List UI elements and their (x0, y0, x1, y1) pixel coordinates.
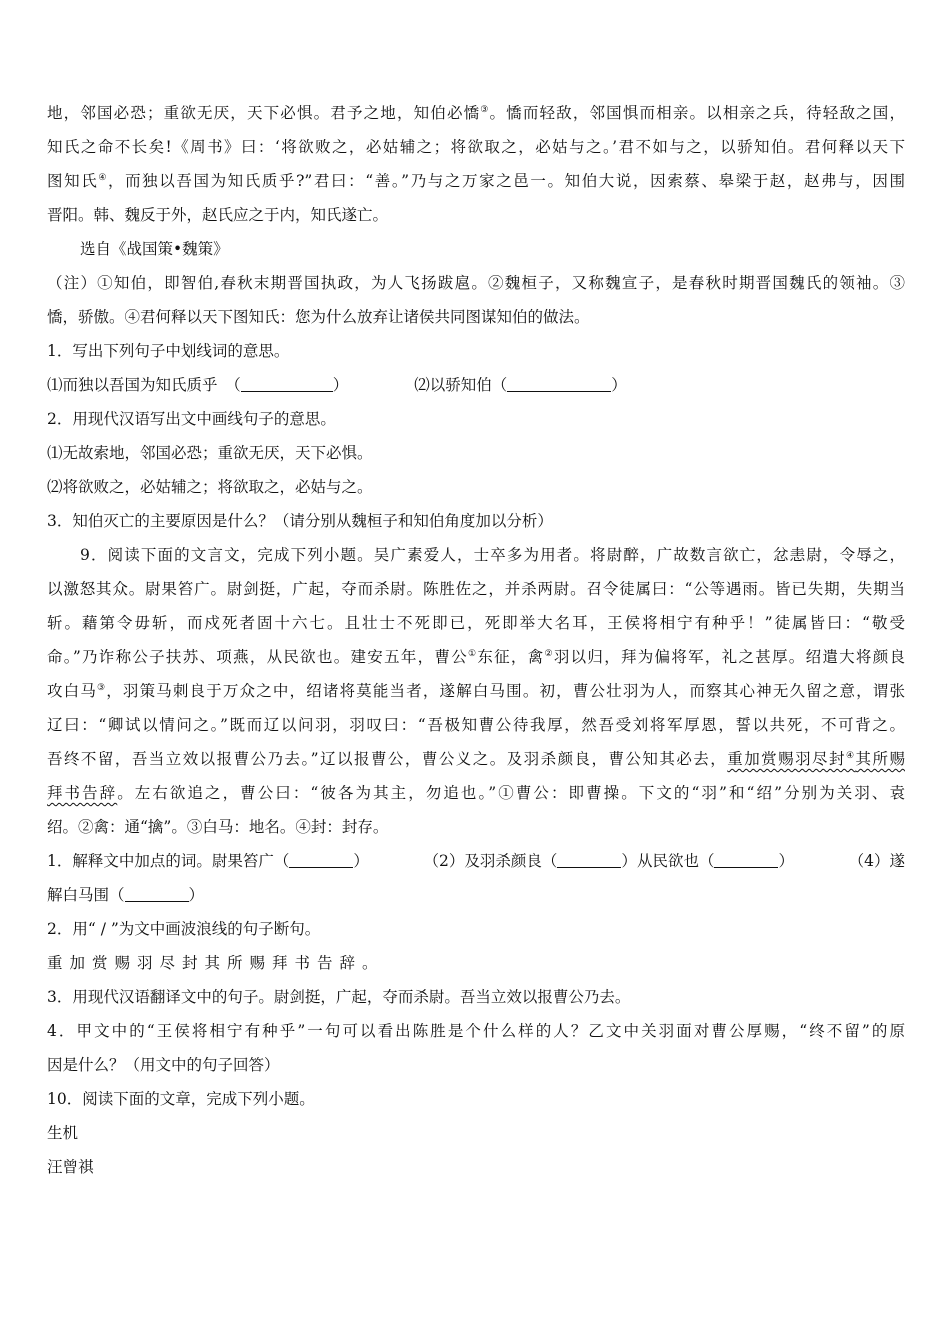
answer-blank[interactable] (557, 849, 621, 868)
passage-source: 选自《战国策•魏策》 (80, 240, 229, 258)
wavy-underlined-sentence: 拜书告辞 (47, 784, 118, 802)
notes-line-2: 憍，骄傲。④君何释以天下图知氏：您为什么放弃让诸侯共同图谋知伯的做法。 (47, 308, 590, 326)
passage-9-line-8: 拜书告辞。左右欲追之，曹公曰：“彼各为其主，勿追也。”①曹公：即曹操。下文的“羽”和“绍”分别为关羽、袁 (47, 784, 905, 802)
article-author: 汪曾祺 (47, 1158, 94, 1176)
footnote-marker: ③ (480, 104, 490, 115)
passage-9-line-5: 攻白马③，羽策马刺良于万众之中，绍诸将莫能当者，遂解白马围。初，曹公壮羽为人，而察其心神无久留之意，谓张 (47, 682, 905, 700)
question-9-2-text: 重加赏赐羽尽封其所赐拜书告辞。 (47, 954, 385, 972)
question-9-3: 3．用现代汉语翻译文中的句子。尉剑挺，广起，夺而杀尉。吾当立效以报曹公乃去。 (47, 988, 631, 1006)
question-9-4-line-1: 4．甲文中的“王侯将相宁有种乎”一句可以看出陈胜是个什么样的人？乙文中关羽面对曹公厚赐，“终不留”的原 (47, 1022, 905, 1040)
wavy-underlined-sentence: 重加赏赐羽尽封④其所赐 (727, 750, 905, 768)
question-2-item-2: ⑵将欲败之，必姑辅之；将欲取之，必姑与之。 (47, 478, 373, 496)
question-3: 3．知伯灭亡的主要原因是什么？（请分别从魏桓子和知伯角度加以分析） (47, 512, 553, 530)
passage-9-line-2: 以激怒其众。尉果笞广。尉剑挺，广起，夺而杀尉。陈胜佐之，并杀两尉。召令徒属曰：“公等遇雨。皆已失期，失期当 (47, 580, 905, 598)
article-title: 生机 (47, 1124, 79, 1142)
answer-blank[interactable] (289, 849, 353, 868)
answer-blank[interactable] (241, 373, 333, 392)
document-page (47, 96, 905, 1184)
footnote-marker: ② (544, 648, 554, 659)
question-9-1: 1．解释文中加点的词。尉果笞广（ ） （2）及羽杀颜良（ ）从民欲也（ ） （4）遂 (47, 844, 905, 878)
question-2-item-1: ⑴无故索地，邻国必恐；重欲无厌，天下必惧。 (47, 444, 373, 462)
footnote-marker: ④ (846, 750, 856, 761)
passage-a-line-4: 晋阳。韩、魏反于外，赵氏应之于内，知氏遂亡。 (47, 206, 389, 224)
footnote-marker: ① (468, 648, 478, 659)
notes-line-1: （注）①知伯，即智伯,春秋末期晋国执政，为人飞扬跋扈。②魏桓子，又称魏宣子，是春秋时期晋国魏氏的领袖。③ (47, 274, 905, 292)
passage-9-line-1: 9．阅读下面的文言文，完成下列小题。吴广素爱人，士卒多为用者。将尉醉，广故数言欲亡，忿恚尉，令辱之， (80, 546, 905, 564)
passage-a-line-2: 知氏之命不长矣!《周书》曰：‘将欲败之，必姑辅之；将欲取之，必姑与之。’君不如与之，以骄知伯。君何释以天下 (47, 138, 905, 156)
footnote-marker: ④ (98, 172, 108, 183)
passage-9-line-3: 斩。藉第令毋斩，而戍死者固十六七。且壮士不死即已，死即举大名耳，王侯将相宁有种乎！”徒属皆曰：“敬受 (47, 614, 905, 632)
question-9-1-cont: 解白马围（ ） (47, 878, 905, 912)
passage-9-line-9: 绍。②禽：通“擒”。③白马：地名。④封：封存。 (47, 818, 389, 836)
question-9-2: 2．用“ / ”为文中画波浪线的句子断句。 (47, 920, 321, 938)
passage-a-line-3: 图知氏④，而独以吾国为知氏质乎?”君曰：“善。”乃与之万家之邑一。知伯大说，因索蔡、皋梁于赵，赵弗与，因围 (47, 172, 905, 190)
question-10-intro: 10．阅读下面的文章，完成下列小题。 (47, 1090, 315, 1108)
passage-a-line-1: 地，邻国必恐；重欲无厌，天下必惧。君予之地，知伯必憍③。憍而轻敌，邻国惧而相亲。以相亲之兵，待轻敌之国， (47, 104, 905, 122)
question-1: 1．写出下列句子中划线词的意思。 (47, 342, 290, 360)
answer-blank[interactable] (714, 849, 778, 868)
question-9-4-line-2: 因是什么？（用文中的句子回答） (47, 1056, 280, 1074)
question-2: 2．用现代汉语写出文中画线句子的意思。 (47, 410, 336, 428)
passage-9-line-7: 吾终不留，吾当立效以报曹公乃去。”辽以报曹公，曹公义之。及羽杀颜良，曹公知其必去，重加赏赐羽尽封④其所赐 (47, 750, 905, 768)
answer-blank[interactable] (507, 373, 611, 392)
passage-9-line-4: 命。”乃诈称公子扶苏、项燕，从民欲也。建安五年，曹公①东征，禽②羽以归，拜为偏将军，礼之甚厚。绍遣大将颜良 (47, 648, 905, 666)
footnote-marker: ③ (97, 682, 107, 693)
passage-9-line-6: 辽曰：“卿试以情问之。”既而辽以问羽，羽叹曰：“吾极知曹公待我厚，然吾受刘将军厚恩，誓以共死，不可背之。 (47, 716, 905, 734)
answer-blank[interactable] (125, 883, 189, 902)
question-1-items: ⑴而独以吾国为知氏质乎 （ ） ⑵以骄知伯（ ） (47, 368, 905, 402)
